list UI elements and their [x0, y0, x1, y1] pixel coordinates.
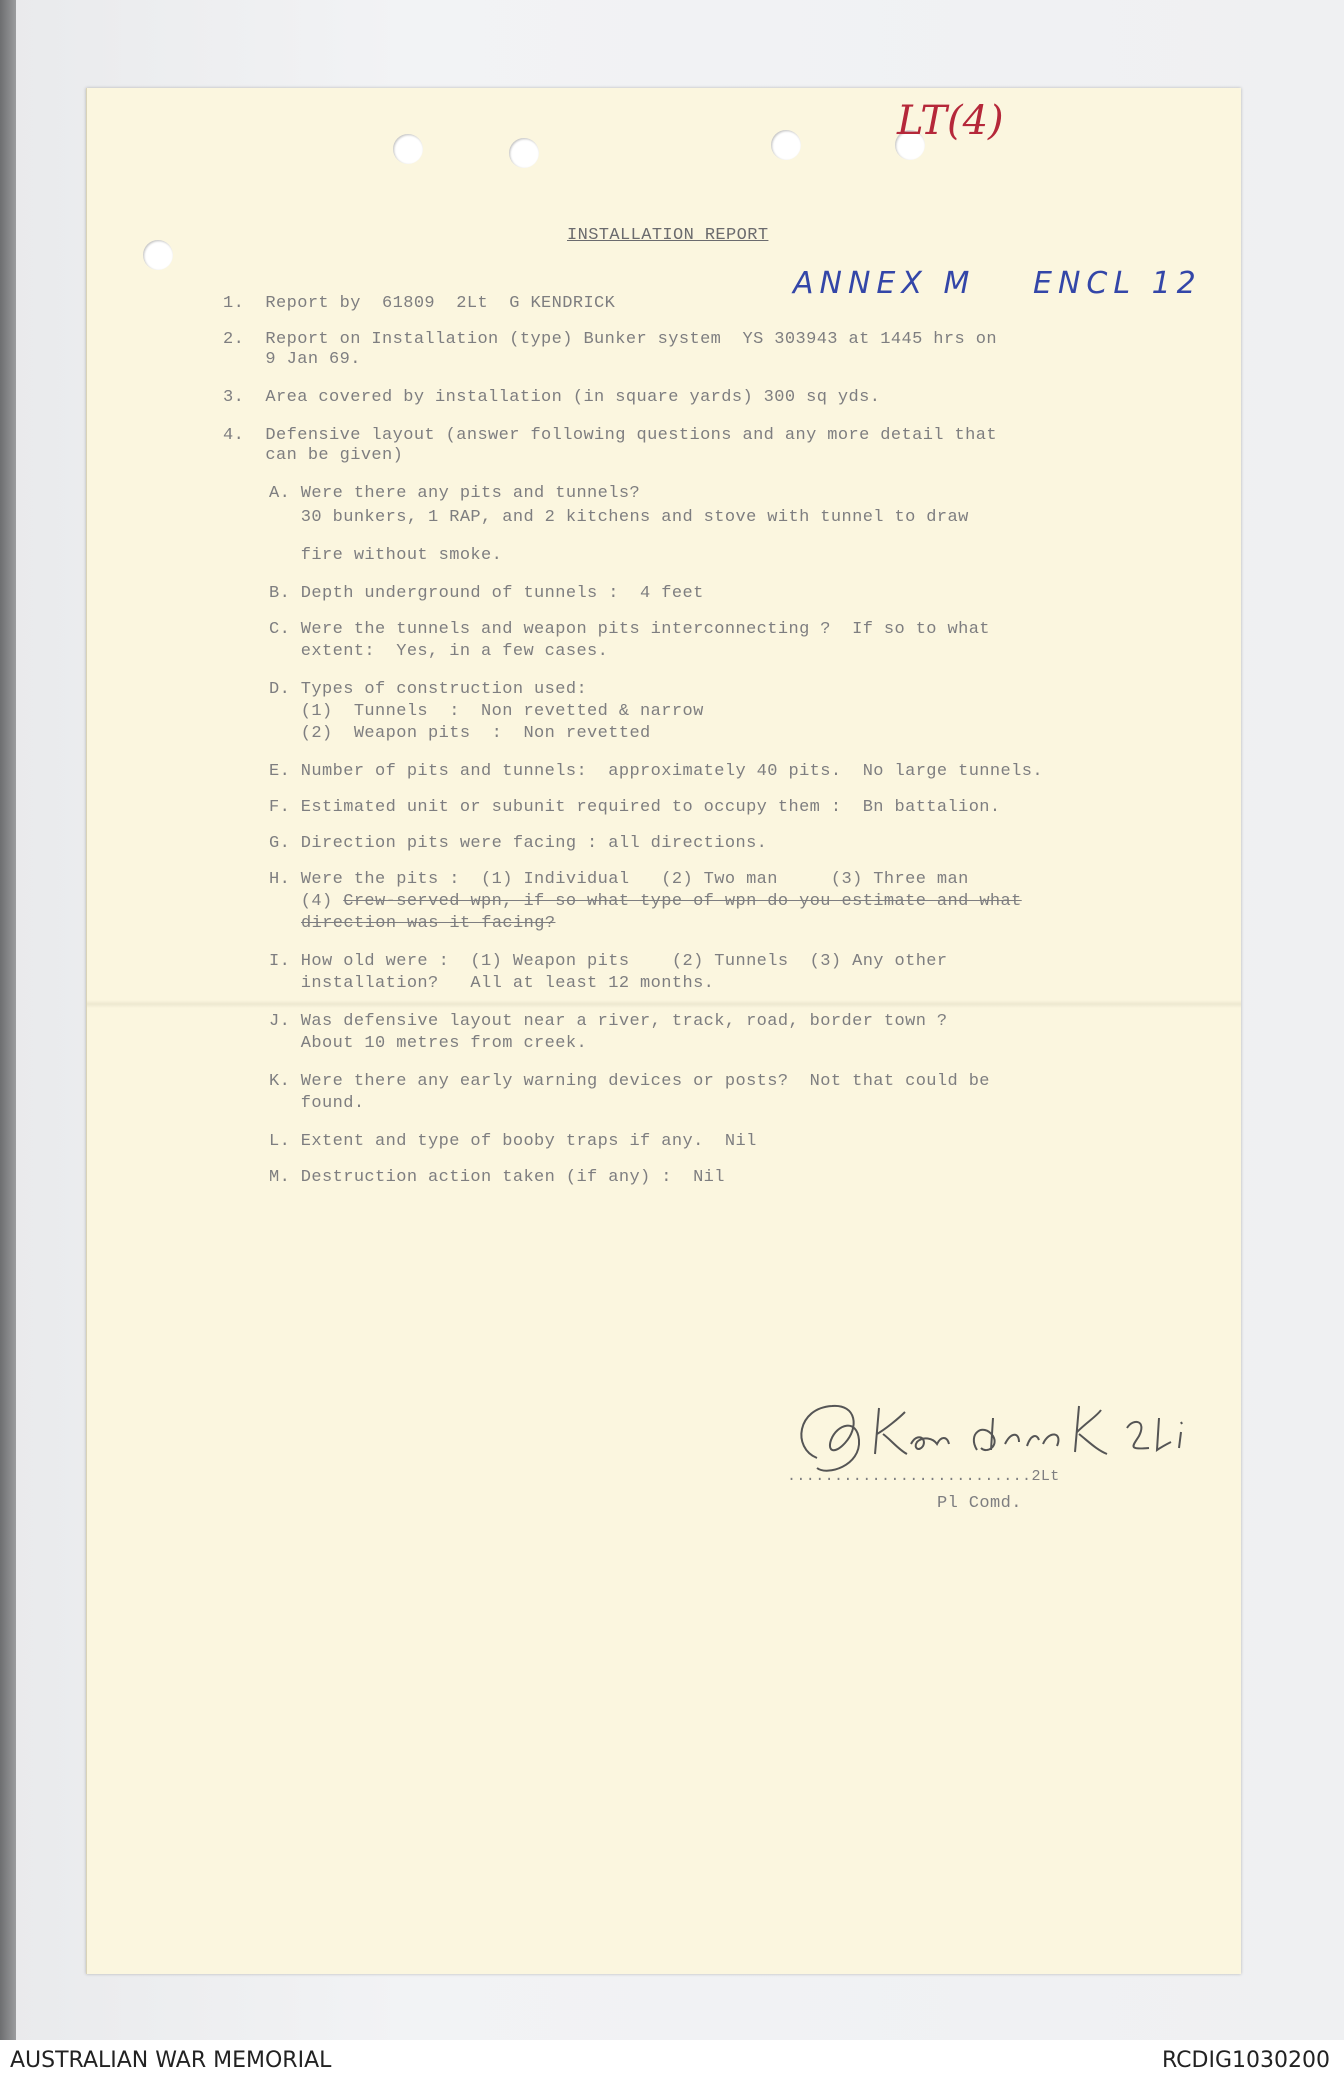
signature-role: Pl Comd. [937, 1494, 1022, 1513]
struck-text: Crew-served wpn, if so what type of wpn do you estimate and what [343, 892, 1022, 911]
scan-edge [0, 0, 16, 2040]
question-g: G. Direction pits were facing : all directions. [269, 834, 768, 853]
question-m: M. Destruction action taken (if any) : Nil [269, 1168, 725, 1187]
handwritten-reference: LT(4) [897, 98, 1004, 144]
answer-c: extent: Yes, in a few cases. [269, 642, 609, 661]
paper-fold [87, 1000, 1241, 1008]
punch-hole [771, 130, 801, 160]
question-i: I. How old were : (1) Weapon pits (2) Tunnels (3) Any other [269, 952, 948, 971]
answer-d-1: (1) Tunnels : Non revetted & narrow [269, 702, 704, 721]
answer-i: installation? All at least 12 months. [269, 974, 715, 993]
question-c: C. Were the tunnels and weapon pits interconnecting ? If so to what [269, 620, 990, 639]
question-d: D. Types of construction used: [269, 680, 588, 699]
question-h-4-prefix: (4) [269, 892, 344, 911]
item-4-cont: can be given) [223, 446, 404, 465]
question-h: H. Were the pits : (1) Individual (2) Two man (3) Three man [269, 870, 969, 889]
question-h-4 [269, 892, 1022, 911]
item-4: 4. Defensive layout (answer following questions and any more detail that [223, 426, 997, 445]
question-k: K. Were there any early warning devices or posts? Not that could be [269, 1072, 990, 1091]
answer-a: 30 bunkers, 1 RAP, and 2 kitchens and stove with tunnel to draw [269, 508, 969, 527]
document-page [86, 88, 1241, 1974]
punch-hole [509, 138, 539, 168]
question-a: A. Were there any pits and tunnels? [269, 484, 641, 503]
punch-hole [143, 240, 173, 270]
question-f: F. Estimated unit or subunit required to occupy them : Bn battalion. [269, 798, 1001, 817]
question-l: L. Extent and type of booby traps if any. Nil [269, 1132, 757, 1151]
report-title: INSTALLATION REPORT [567, 226, 769, 245]
item-3: 3. Area covered by installation (in square yards) 300 sq yds. [223, 388, 881, 407]
answer-a-cont: fire without smoke. [269, 546, 503, 565]
handwritten-enclosure: ENCL 12 [1033, 266, 1202, 301]
answer-j: About 10 metres from creek. [269, 1034, 588, 1053]
answer-d-2: (2) Weapon pits : Non revetted [269, 724, 651, 743]
question-e: E. Number of pits and tunnels: approximately 40 pits. No large tunnels. [269, 762, 1043, 781]
question-j: J. Was defensive layout near a river, track, road, border town ? [269, 1012, 948, 1031]
item-1: 1. Report by 61809 2Lt G KENDRICK [223, 294, 616, 313]
punch-hole [393, 134, 423, 164]
item-2: 2. Report on Installation (type) Bunker system YS 303943 at 1445 hrs on [223, 330, 997, 349]
footer-id: RCDIG1030200 [1161, 2048, 1330, 2073]
struck-text-cont: direction was it facing? [301, 914, 556, 933]
signature [787, 1388, 1237, 1478]
item-2-cont: 9 Jan 69. [223, 350, 361, 369]
answer-k: found. [269, 1094, 365, 1113]
signature-line: ..........................2Lt [787, 1468, 1060, 1485]
handwritten-annex: ANNEX M [793, 266, 976, 301]
footer-archive: AUSTRALIAN WAR MEMORIAL [10, 2048, 332, 2073]
question-b: B. Depth underground of tunnels : 4 feet [269, 584, 704, 603]
